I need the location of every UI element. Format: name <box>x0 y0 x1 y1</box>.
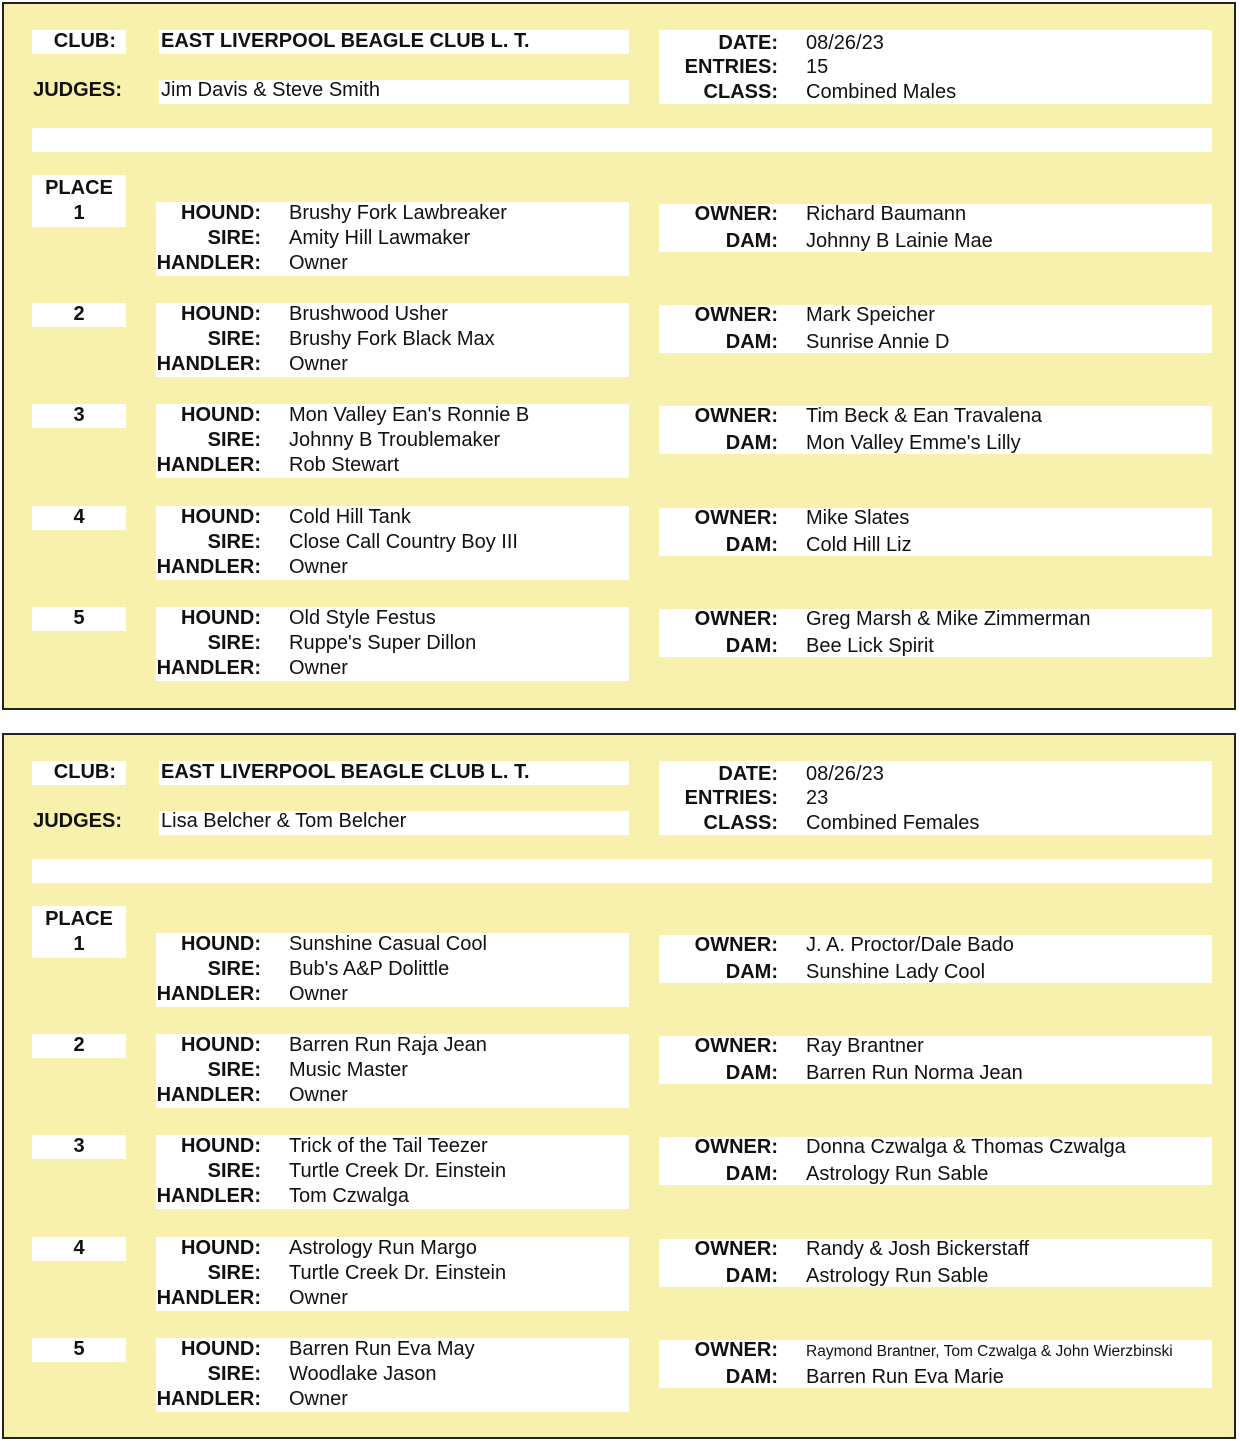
sire-label: SIRE: <box>207 632 261 654</box>
owner-label: OWNER: <box>694 1035 778 1057</box>
judges-label: JUDGES: <box>33 79 122 101</box>
owner-label: OWNER: <box>694 1339 778 1361</box>
place-number: 5 <box>73 1338 85 1360</box>
hound-label: HOUND: <box>181 1338 261 1360</box>
owner-name: Ray Brantner <box>806 1035 924 1057</box>
spacer-bar <box>32 128 1212 152</box>
handler-label: HANDLER: <box>156 1185 261 1207</box>
sire-label: SIRE: <box>207 1059 261 1081</box>
class-value: Combined Females <box>806 812 980 834</box>
hound-label: HOUND: <box>181 607 261 629</box>
dam-name: Sunrise Annie D <box>806 331 950 353</box>
handler-name: Owner <box>289 983 348 1005</box>
judges-names: Jim Davis & Steve Smith <box>161 79 380 101</box>
results-card-males <box>2 2 1236 710</box>
date-value: 08/26/23 <box>806 32 884 54</box>
hound-label: HOUND: <box>181 202 261 224</box>
owner-label: OWNER: <box>694 405 778 427</box>
dam-label: DAM: <box>725 635 778 657</box>
owner-name: Greg Marsh & Mike Zimmerman <box>806 608 1091 630</box>
sire-label: SIRE: <box>207 1262 261 1284</box>
sire-label: SIRE: <box>207 328 261 350</box>
owner-name: J. A. Proctor/Dale Bado <box>806 934 1014 956</box>
entries-label: ENTRIES: <box>684 787 778 809</box>
dam-name: Bee Lick Spirit <box>806 635 934 657</box>
place-number: 3 <box>73 404 85 426</box>
judges-names: Lisa Belcher & Tom Belcher <box>161 810 407 832</box>
hound-name: Cold Hill Tank <box>289 506 411 528</box>
place-number: 3 <box>73 1135 85 1157</box>
hound-label: HOUND: <box>181 303 261 325</box>
handler-name: Owner <box>289 657 348 679</box>
club-label: CLUB: <box>53 30 116 52</box>
dam-label: DAM: <box>725 1062 778 1084</box>
owner-name: Mark Speicher <box>806 304 935 326</box>
hound-label: HOUND: <box>181 1135 261 1157</box>
handler-name: Owner <box>289 252 348 274</box>
sire-label: SIRE: <box>207 958 261 980</box>
owner-label: OWNER: <box>694 304 778 326</box>
dam-label: DAM: <box>725 1366 778 1388</box>
club-name: EAST LIVERPOOL BEAGLE CLUB L. T. <box>161 30 530 52</box>
owner-name: Tim Beck & Ean Travalena <box>806 405 1043 427</box>
hound-name: Trick of the Tail Teezer <box>289 1135 488 1157</box>
handler-name: Owner <box>289 1287 348 1309</box>
handler-name: Owner <box>289 556 348 578</box>
dam-name: Barren Run Eva Marie <box>806 1366 1004 1388</box>
sire-name: Brushy Fork Black Max <box>289 328 495 350</box>
dam-name: Johnny B Lainie Mae <box>806 230 993 252</box>
place-number: 1 <box>73 933 85 955</box>
spacer-bar <box>32 859 1212 883</box>
hound-name: Old Style Festus <box>289 607 436 629</box>
class-label: CLASS: <box>703 81 778 103</box>
owner-label: OWNER: <box>694 1136 778 1158</box>
hound-name: Brushy Fork Lawbreaker <box>289 202 507 224</box>
dam-label: DAM: <box>725 534 778 556</box>
sire-label: SIRE: <box>207 1363 261 1385</box>
hound-name: Mon Valley Ean's Ronnie B <box>289 404 530 426</box>
handler-label: HANDLER: <box>156 983 261 1005</box>
sire-label: SIRE: <box>207 1160 261 1182</box>
sire-name: Music Master <box>289 1059 408 1081</box>
dam-name: Barren Run Norma Jean <box>806 1062 1023 1084</box>
place-heading: PLACE <box>45 908 113 930</box>
class-value: Combined Males <box>806 81 957 103</box>
dam-label: DAM: <box>725 432 778 454</box>
dam-label: DAM: <box>725 1265 778 1287</box>
entries-label: ENTRIES: <box>684 56 778 78</box>
handler-label: HANDLER: <box>156 1388 261 1410</box>
place-heading: PLACE <box>45 177 113 199</box>
dam-name: Sunshine Lady Cool <box>806 961 986 983</box>
hound-label: HOUND: <box>181 933 261 955</box>
owner-name: Raymond Brantner, Tom Czwalga & John Wierzbinski <box>806 1343 1173 1360</box>
place-number: 2 <box>73 1034 85 1056</box>
handler-label: HANDLER: <box>156 556 261 578</box>
owner-label: OWNER: <box>694 1238 778 1260</box>
place-number: 2 <box>73 303 85 325</box>
hound-name: Astrology Run Margo <box>289 1237 477 1259</box>
dam-name: Mon Valley Emme's Lilly <box>806 432 1021 454</box>
judges-label: JUDGES: <box>33 810 122 832</box>
owner-name: Richard Baumann <box>806 203 967 225</box>
dam-label: DAM: <box>725 961 778 983</box>
sire-name: Ruppe's Super Dillon <box>289 632 477 654</box>
place-number: 1 <box>73 202 85 224</box>
handler-name: Rob Stewart <box>289 454 400 476</box>
sire-label: SIRE: <box>207 531 261 553</box>
club-name: EAST LIVERPOOL BEAGLE CLUB L. T. <box>161 761 530 783</box>
hound-label: HOUND: <box>181 1237 261 1259</box>
sire-name: Woodlake Jason <box>289 1363 437 1385</box>
place-number: 4 <box>73 506 85 528</box>
handler-name: Owner <box>289 1084 348 1106</box>
dam-name: Astrology Run Sable <box>806 1265 989 1287</box>
hound-label: HOUND: <box>181 1034 261 1056</box>
handler-label: HANDLER: <box>156 657 261 679</box>
sire-name: Johnny B Troublemaker <box>289 429 501 451</box>
entries-value: 23 <box>806 787 829 809</box>
sire-name: Bub's A&P Dolittle <box>289 958 450 980</box>
sire-name: Turtle Creek Dr. Einstein <box>289 1262 507 1284</box>
dam-name: Cold Hill Liz <box>806 534 912 556</box>
dam-name: Astrology Run Sable <box>806 1163 989 1185</box>
handler-label: HANDLER: <box>156 252 261 274</box>
owner-name: Donna Czwalga & Thomas Czwalga <box>806 1136 1126 1158</box>
results-card-females <box>2 733 1236 1439</box>
place-number: 4 <box>73 1237 85 1259</box>
dam-label: DAM: <box>725 230 778 252</box>
handler-name: Tom Czwalga <box>289 1185 410 1207</box>
handler-label: HANDLER: <box>156 1084 261 1106</box>
owner-label: OWNER: <box>694 203 778 225</box>
hound-label: HOUND: <box>181 404 261 426</box>
date-label: DATE: <box>718 763 778 785</box>
owner-label: OWNER: <box>694 608 778 630</box>
hound-label: HOUND: <box>181 506 261 528</box>
sire-name: Close Call Country Boy III <box>289 531 518 553</box>
sire-label: SIRE: <box>207 429 261 451</box>
sire-label: SIRE: <box>207 227 261 249</box>
hound-name: Sunshine Casual Cool <box>289 933 487 955</box>
owner-label: OWNER: <box>694 507 778 529</box>
owner-label: OWNER: <box>694 934 778 956</box>
sire-name: Turtle Creek Dr. Einstein <box>289 1160 507 1182</box>
entries-value: 15 <box>806 56 829 78</box>
handler-name: Owner <box>289 1388 348 1410</box>
handler-label: HANDLER: <box>156 1287 261 1309</box>
class-label: CLASS: <box>703 812 778 834</box>
owner-name: Mike Slates <box>806 507 910 529</box>
owner-name: Randy & Josh Bickerstaff <box>806 1238 1030 1260</box>
hound-name: Brushwood Usher <box>289 303 448 325</box>
sire-name: Amity Hill Lawmaker <box>289 227 471 249</box>
dam-label: DAM: <box>725 1163 778 1185</box>
date-value: 08/26/23 <box>806 763 884 785</box>
handler-label: HANDLER: <box>156 454 261 476</box>
hound-name: Barren Run Raja Jean <box>289 1034 487 1056</box>
handler-label: HANDLER: <box>156 353 261 375</box>
place-number: 5 <box>73 607 85 629</box>
hound-name: Barren Run Eva May <box>289 1338 475 1360</box>
club-label: CLUB: <box>53 761 116 783</box>
dam-label: DAM: <box>725 331 778 353</box>
date-label: DATE: <box>718 32 778 54</box>
handler-name: Owner <box>289 353 348 375</box>
